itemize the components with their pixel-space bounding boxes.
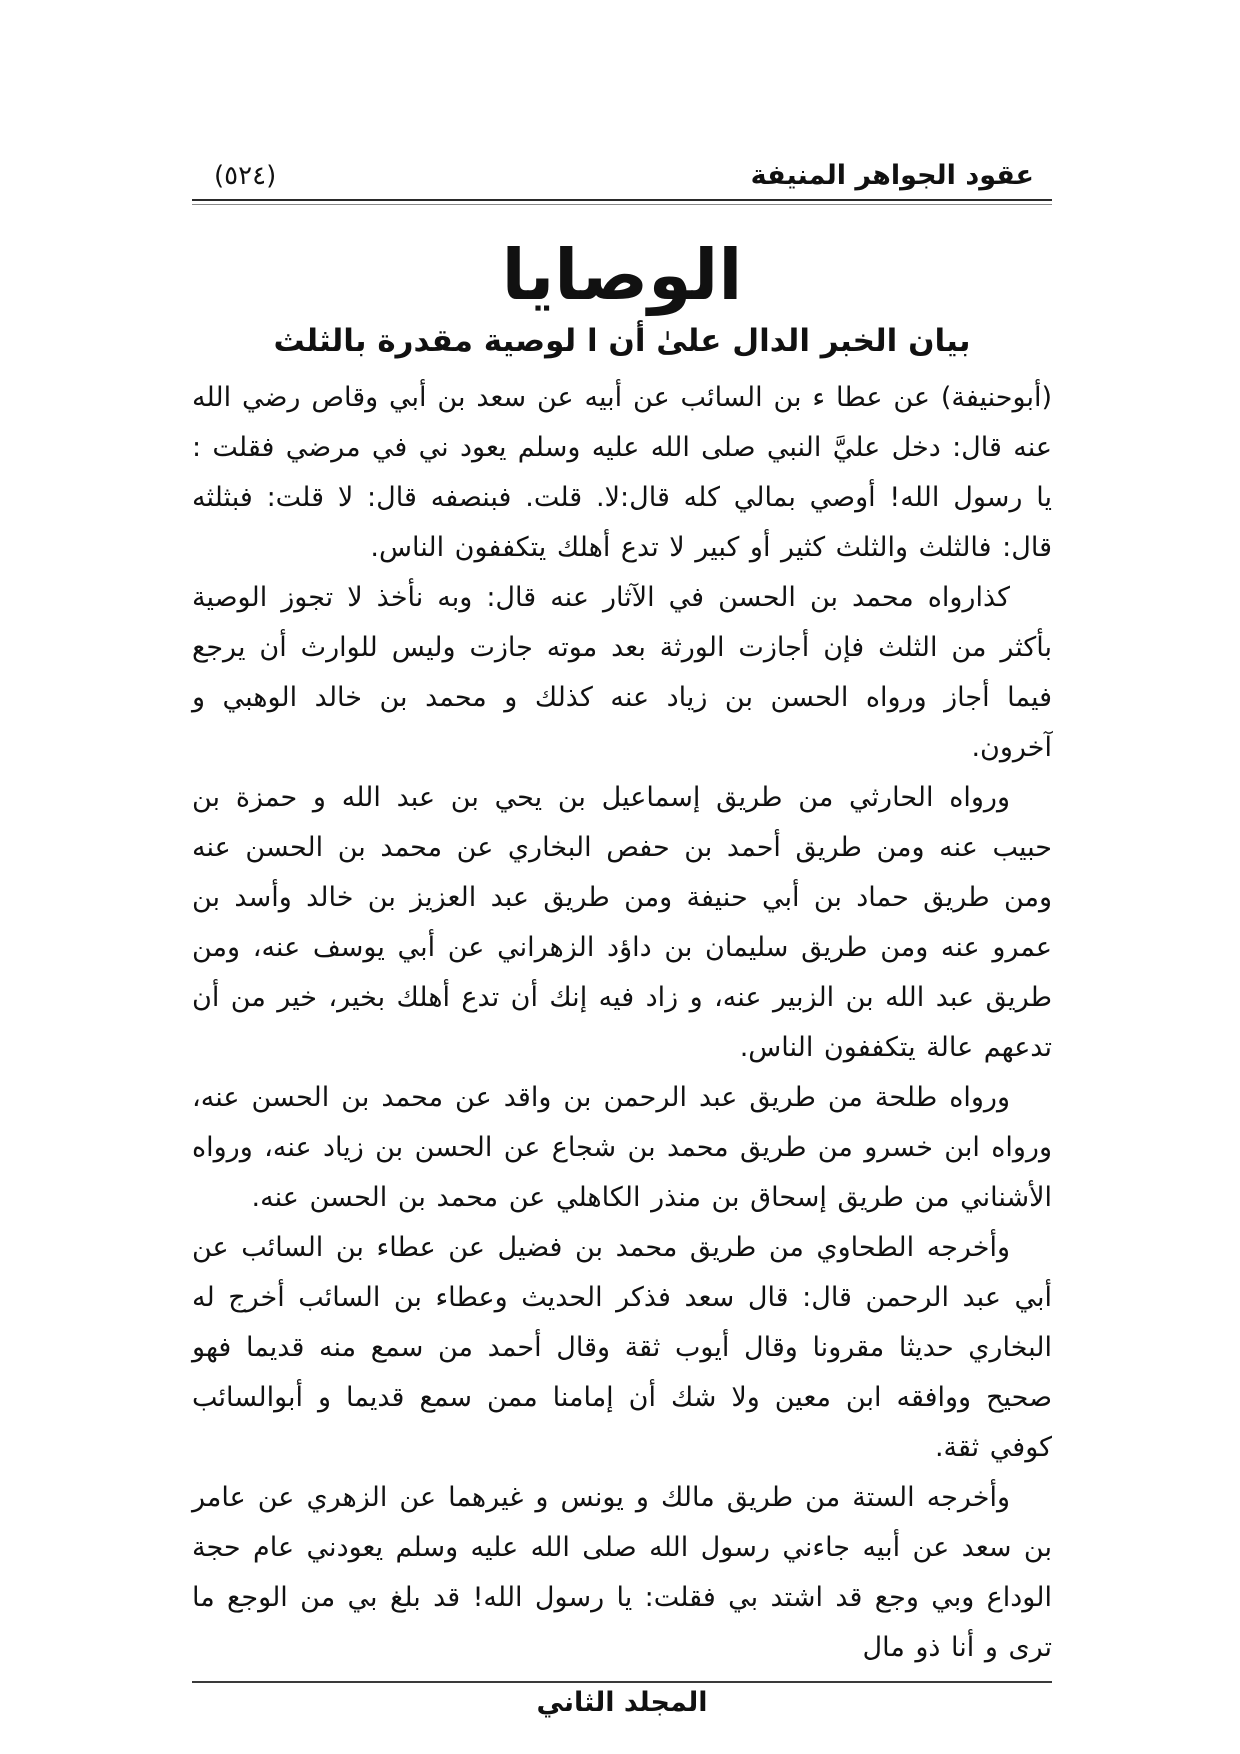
body-paragraph: وأخرجه الطحاوي من طريق محمد بن فضيل عن عطاء بن السائب عن أبي عبد الرحمن قال: قال سعد فذكر الحديث وعطاء بن السائب أخرج له البخاري حديثا مقرونا وقال أيوب ثقة وقال أحمد من سمع منه قديما فهو صحيح ووافقه ابن معين ولا شك أن إمامنا ممن سمع قديما و أبوالسائب كوفي ثقة. <box>192 1232 1052 1463</box>
body-paragraph: وأخرجه الستة من طريق مالك و يونس و غيرهما عن الزهري عن عامر بن سعد عن أبيه جاءني رسول الله صلى الله عليه وسلم يعودني عام حجة الوداع وبي وجع قد اشتد بي فقلت: يا رسول الله! قد بلغ بي من الوجع ما ترى و أنا ذو مال <box>192 1482 1052 1663</box>
header-rule <box>192 199 1052 205</box>
body-paragraph: (أبوحنيفة) عن عطا ء بن السائب عن أبيه عن سعد بن أبي وقاص رضي الله عنه قال: دخل عليَّ النبي صلى الله عليه وسلم يعود ني في مرضي فقلت : يا رسول الله! أوصي بمالي كله قال:لا. قلت. فبنصفه قال: لا قلت: فبثلثه قال: فالثلث والثلث كثير أو كبير لا تدع أهلك يتكففون الناس. <box>192 382 1052 563</box>
body-paragraph: ورواه طلحة من طريق عبد الرحمن بن واقد عن محمد بن الحسن عنه، ورواه ابن خسرو من طريق محمد بن شجاع عن الحسن بن زياد عنه، ورواه الأشناني من طريق إسحاق بن منذر الكاهلي عن محمد بن الحسن عنه. <box>192 1082 1052 1213</box>
body-text <box>192 373 1052 1673</box>
footer-rule <box>192 1681 1052 1683</box>
body-paragraph: ورواه الحارثي من طريق إسماعيل بن يحي بن عبد الله و حمزة بن حبيب عنه ومن طريق أحمد بن حفص البخاري عن محمد بن الحسن عنه ومن طريق حماد بن أبي حنيفة ومن طريق عبد العزيز بن خالد وأسد بن عمرو عنه ومن طريق سليمان بن داؤد الزهراني عن أبي يوسف عنه، ومن طريق عبد الله بن الزبير عنه، و زاد فيه إنك أن تدع أهلك بخير، خير من أن تدعهم عالة يتكففون الناس. <box>192 782 1052 1063</box>
section-subtitle: بيان الخبر الدال علىٰ أن ا لوصية مقدرة بالثلث <box>273 323 971 359</box>
volume-label: المجلد الثاني <box>536 1687 708 1718</box>
chapter-title: الوصايا <box>501 234 743 316</box>
book-title: عقود الجواهر المنيفة <box>750 160 1034 191</box>
page-number: (٥٢٤) <box>214 161 277 191</box>
page-header <box>192 160 1052 197</box>
body-paragraph: كذارواه محمد بن الحسن في الآثار عنه قال: وبه نأخذ لا تجوز الوصية بأكثر من الثلث فإن أجازت الورثة بعد موته جازت وليس للوارث أن يرجع فيما أجاز ورواه الحسن بن زياد عنه كذلك و محمد بن خالد الوهبي و آخرون. <box>192 582 1052 763</box>
